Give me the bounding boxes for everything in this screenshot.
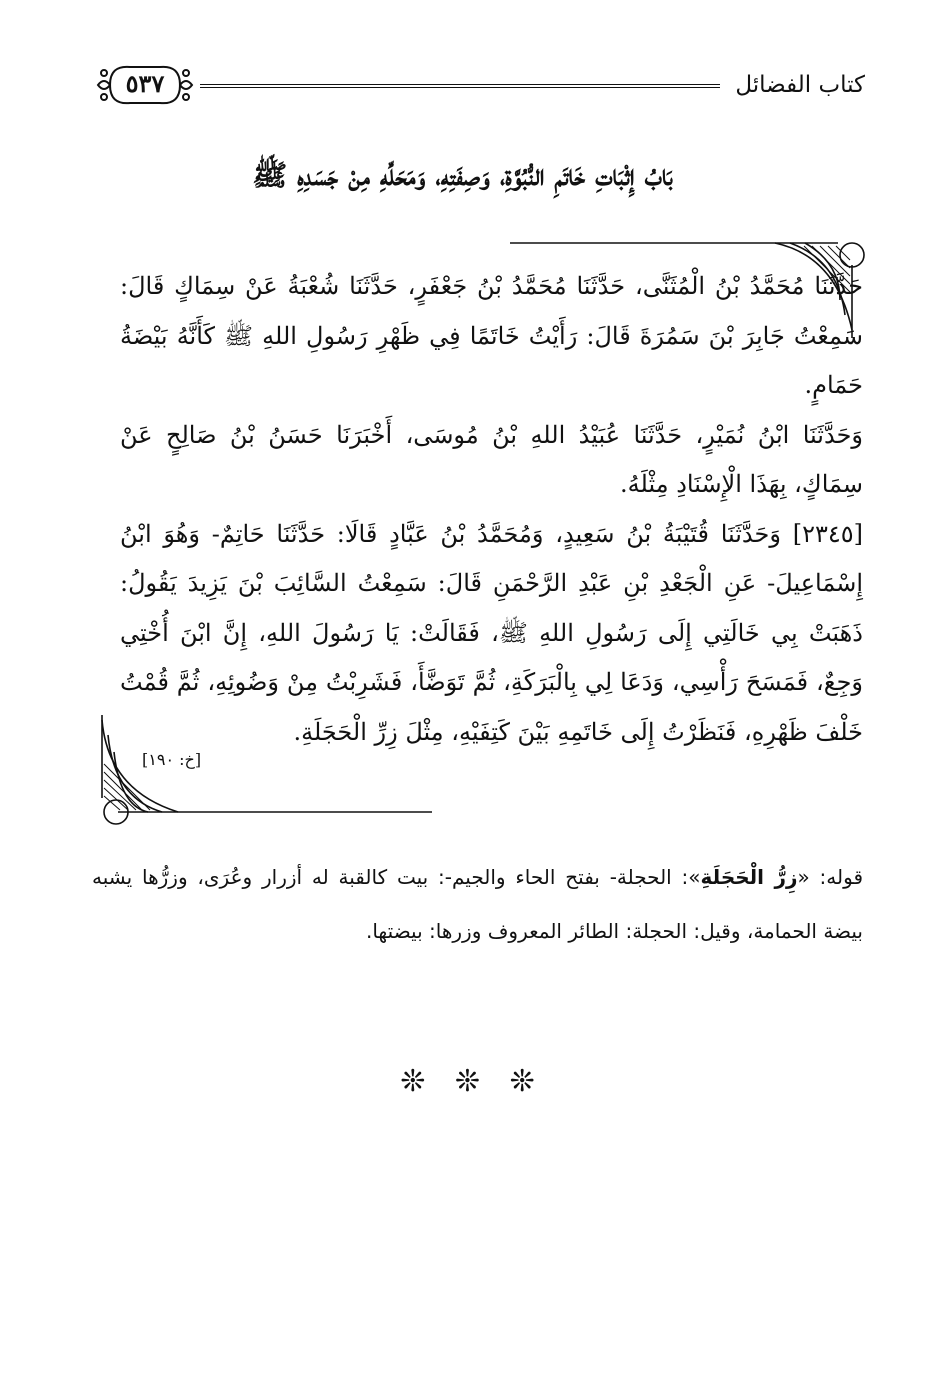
book-title: كتاب الفضائل <box>735 72 865 98</box>
commentary-explanation: »: الحجلة- بفتح الحاء والجيم-: بيت كالقبة له أزرار وعُرَى، وزرُّها يشبه بيضة الحمامة، وقيل: الحجلة: الطائر المعروف وزرها: بيضتها. <box>92 865 863 943</box>
page-number: ٥٣٧ <box>125 69 165 98</box>
commentary-lead: قوله: « <box>797 865 864 889</box>
section-divider-ornament: ❊ ❊ ❊ <box>400 1064 545 1099</box>
hadith-paragraph: وَحَدَّثَنَا ابْنُ نُمَيْرٍ، حَدَّثَنَا عُبَيْدُ اللهِ بْنُ مُوسَى، أَخْبَرَنَا حَسَنُ بْنُ صَالِحٍ عَنْ سِمَاكٍ، بِهَذَا الْإِسْنَادِ مِثْلَهُ. <box>120 420 863 498</box>
hadith-paragraph: [٢٣٤٥] وَحَدَّثَنَا قُتَيْبَةُ بْنُ سَعِيدٍ، وَمُحَمَّدُ بْنُ عَبَّادٍ قَالَا: حَدَّثَنَا حَاتِمٌ- وَهُوَ ابْنُ إِسْمَاعِيلَ- عَنِ الْجَعْدِ بْنِ عَبْدِ الرَّحْمَنِ قَالَ: سَمِعْتُ السَّائِبَ بْنَ يَزِيدَ يَقُولُ: ذَهَبَتْ بِي خَالَتِي إِلَى رَسُولِ اللهِ ﷺ، فَقَالَتْ: يَا رَسُولَ اللهِ، إِنَّ ابْنَ أُخْتِي وَجِعٌ، فَمَسَحَ رَأْسِي، وَدَعَا لِي بِالْبَرَكَةِ، ثُمَّ تَوَضَّأَ، فَشَرِبْتُ مِنْ وَضُوئِهِ، ثُمَّ قُمْتُ خَلْفَ ظَهْرِهِ، فَنَظَرْتُ إِلَى خَاتَمِهِ بَيْنَ كَتِفَيْهِ، مِثْلَ زِرِّ الْحَجَلَةِ. <box>120 519 863 746</box>
chapter-title: بَابُ إِثْبَاتِ خَاتَمِ النُّبُوَّةِ، وَصِفَتِهِ، وَمَحَلِّهِ مِنْ جَسَدِهِ ﷺ <box>252 158 673 192</box>
hadith-cross-reference: [خ: ١٩٠] <box>142 750 202 769</box>
commentary-block <box>92 850 863 958</box>
hadith-paragraph: حَدَّثَنَا مُحَمَّدُ بْنُ الْمُثَنَّى، حَدَّثَنَا مُحَمَّدُ بْنُ جَعْفَرٍ، حَدَّثَنَا شُعْبَةُ عَنْ سِمَاكٍ قَالَ: سَمِعْتُ جَابِرَ بْنَ سَمُرَةَ قَالَ: رَأَيْتُ خَاتَمًا فِي ظَهْرِ رَسُولِ اللهِ ﷺ كَأَنَّهُ بَيْضَةُ حَمَامٍ. <box>120 272 863 399</box>
hadith-text-block <box>120 262 863 757</box>
commentary-term: زِرُّ الْحَجَلَةِ <box>700 865 798 889</box>
commentary-paragraph <box>92 850 863 958</box>
